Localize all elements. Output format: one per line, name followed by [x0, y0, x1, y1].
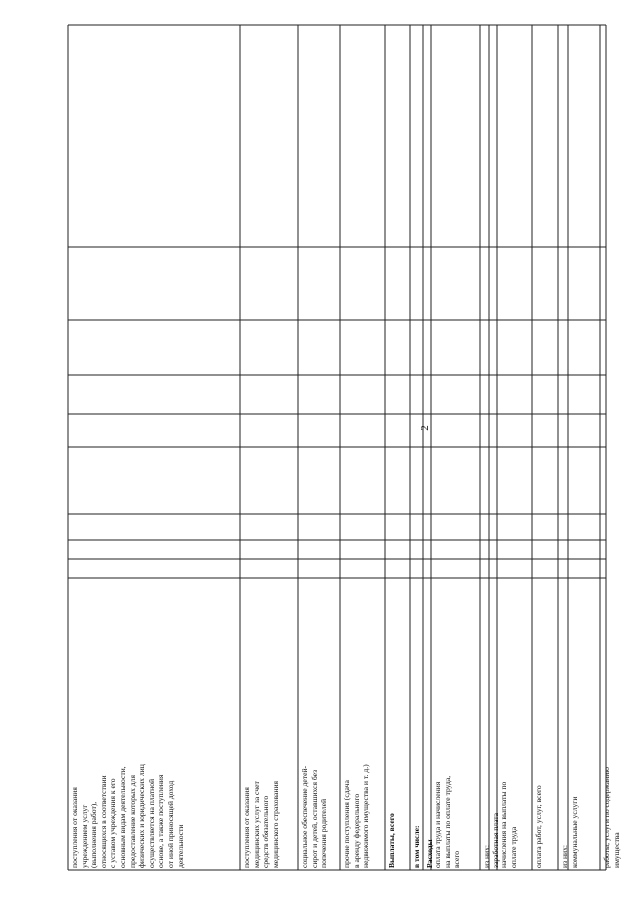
- row-label: оплата труда и начисления на выплаты по оплате труда, всего: [433, 775, 462, 868]
- row-label: прочие поступления (сдача в аренду федерального недвижимого имущества и т. д.): [342, 764, 371, 868]
- row-label: коммунальные услуги: [570, 796, 579, 868]
- page-number: 2: [419, 425, 431, 431]
- row-label: оплата работ, услуг, всего: [534, 785, 543, 868]
- row-label: начисления на выплаты по оплате труда: [499, 781, 518, 868]
- row-label: социальное обеспечение детей- сирот и детей, оставшихся без попечения родителей: [300, 765, 329, 868]
- row-label: из них:: [560, 845, 569, 868]
- row-label: в том числе:: [412, 825, 421, 868]
- row-label: заработная плата: [491, 812, 500, 868]
- row-label: поступления от оказания медицинских услуг за счет средств обязательного медицинского страхования: [242, 780, 280, 868]
- row-label: из них:: [482, 845, 491, 868]
- row-label: Выплаты, всего: [387, 813, 396, 868]
- row-label: работы, услуги по содержанию имущества: [602, 767, 621, 868]
- rotated-table: [40, 25, 621, 870]
- row-label: поступления от оказания учреждением услуг (выполнения работ), относящихся в соответствии с уставом учреждения к его основным видам деятельности, предоставление которых для физических и юридических лиц осуществляется на платной основе, а также поступления от иной приносящей доход деятельности: [70, 764, 185, 868]
- row-label: Расходы: [425, 839, 434, 868]
